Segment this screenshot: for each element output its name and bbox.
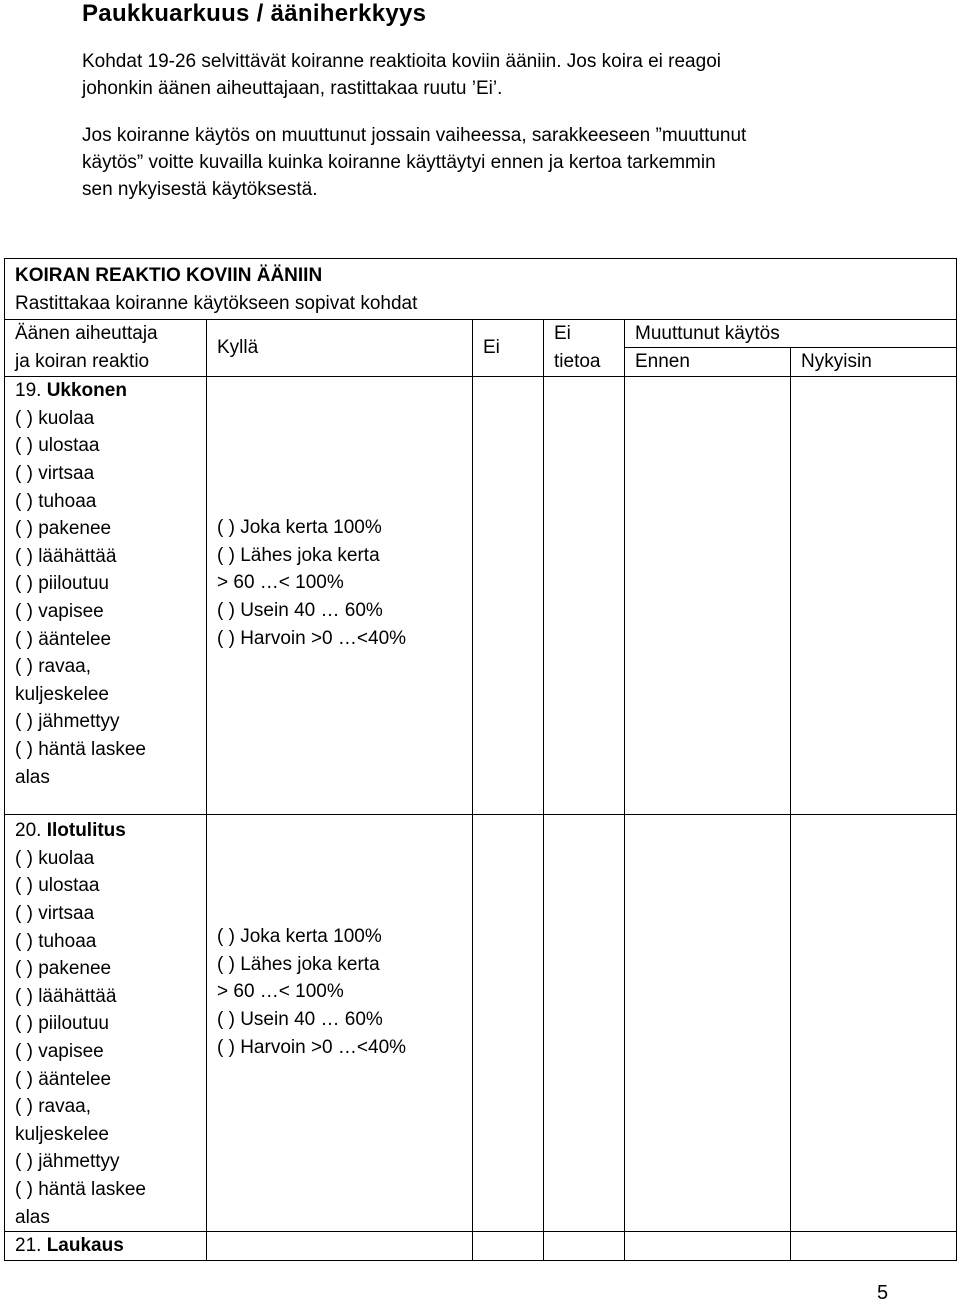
reaction-table	[4, 258, 957, 1261]
reaction-option[interactable]: ( ) ääntelee	[15, 1068, 112, 1090]
frequency-option[interactable]: ( ) Harvoin >0 …<40%	[217, 627, 407, 649]
header-cause	[5, 320, 207, 377]
frequency-option[interactable]: ( ) Joka kerta 100%	[217, 517, 382, 539]
item-name: Ukkonen	[46, 380, 127, 402]
section-title: KOIRAN REAKTIO KOVIIN ÄÄNIIN	[15, 265, 323, 286]
reaction-option[interactable]: ( ) läähättää	[15, 545, 117, 567]
item-21-before[interactable]	[625, 1232, 791, 1261]
reaction-option[interactable]: ( ) läähättää	[15, 985, 117, 1007]
item-21-no[interactable]	[473, 1232, 544, 1261]
item-21-yes[interactable]	[207, 1232, 473, 1261]
intro-paragraph-2	[82, 122, 942, 203]
item-number: 21.	[15, 1235, 42, 1257]
item-21-now[interactable]	[791, 1232, 957, 1261]
reaction-option[interactable]: ( ) vapisee	[15, 1040, 104, 1062]
item-name: Laukaus	[46, 1235, 124, 1257]
reaction-option[interactable]: kuljeskelee	[15, 1123, 109, 1145]
header-now: Nykyisin	[790, 348, 956, 376]
reaction-option[interactable]: ( ) piiloutuu	[15, 1013, 109, 1035]
intro-line: johonkin äänen aiheuttajaan, rastittakaa ruutu ’Ei’.	[82, 78, 503, 99]
header-cause-line2: ja koiran reaktio	[15, 350, 150, 372]
reaction-option[interactable]: ( ) jähmettyy	[15, 711, 120, 733]
reaction-option[interactable]: ( ) kuolaa	[15, 847, 95, 869]
reaction-option[interactable]: ( ) häntä laskee	[15, 1178, 146, 1200]
header-before: Ennen	[635, 351, 690, 373]
item-number: 20.	[15, 820, 42, 842]
intro-line: Jos koiranne käytös on muuttunut jossain vaiheessa, sarakkeeseen ”muuttunut	[82, 125, 747, 146]
reaction-option[interactable]: ( ) pakenee	[15, 518, 112, 540]
reaction-option[interactable]: ( ) tuhoaa	[15, 490, 97, 512]
item-19-yes[interactable]	[207, 377, 473, 815]
item-20-cause	[5, 815, 207, 1232]
item-number: 19.	[15, 380, 42, 402]
reaction-option[interactable]: kuljeskelee	[15, 683, 109, 705]
item-20-yes[interactable]	[207, 815, 473, 1232]
item-20-before[interactable]	[625, 815, 791, 1232]
item-19-now[interactable]	[791, 377, 957, 815]
page-number: 5	[877, 1282, 889, 1304]
reaction-option[interactable]: ( ) pakenee	[15, 958, 112, 980]
frequency-option[interactable]: ( ) Harvoin >0 …<40%	[217, 1036, 407, 1058]
frequency-option[interactable]: ( ) Usein 40 … 60%	[217, 1008, 383, 1030]
reaction-option[interactable]: alas	[15, 1206, 50, 1228]
header-no-label: Ei	[483, 336, 500, 358]
page-title: Paukkuarkuus / ääniherkkyys	[82, 0, 427, 27]
frequency-option: > 60 …< 100%	[217, 981, 344, 1003]
reaction-option[interactable]: ( ) ravaa,	[15, 656, 92, 678]
reaction-option[interactable]: ( ) piiloutuu	[15, 573, 109, 595]
reaction-option[interactable]: ( ) vapisee	[15, 600, 104, 622]
section-header	[5, 259, 957, 320]
frequency-option[interactable]: ( ) Lähes joka kerta	[217, 953, 380, 975]
intro-line: Kohdat 19-26 selvittävät koiranne reaktioita koviin ääniin. Jos koira ei reagoi	[82, 51, 721, 72]
item-21-title	[15, 1232, 206, 1260]
intro-line: käytös” voitte kuvailla kuinka koiranne käyttäytyi ennen ja kertoa tarkemmin	[82, 152, 716, 173]
reaction-option[interactable]: ( ) virtsaa	[15, 462, 95, 484]
reaction-option[interactable]: ( ) häntä laskee	[15, 738, 146, 760]
item-20-now[interactable]	[791, 815, 957, 1232]
intro-line: sen nykyisestä käytöksestä.	[82, 179, 318, 200]
item-21-unknown[interactable]	[544, 1232, 625, 1261]
item-20-no[interactable]	[473, 815, 544, 1232]
header-no	[473, 320, 544, 377]
item-name: Ilotulitus	[46, 820, 126, 842]
item-19-cause	[5, 377, 207, 815]
reaction-option[interactable]: ( ) ulostaa	[15, 435, 100, 457]
item-19-title	[15, 377, 206, 405]
reaction-option[interactable]: ( ) virtsaa	[15, 902, 95, 924]
header-yes	[207, 320, 473, 377]
item-21-cause	[5, 1232, 207, 1261]
item-20-unknown[interactable]	[544, 815, 625, 1232]
frequency-option[interactable]: ( ) Lähes joka kerta	[217, 544, 380, 566]
frequency-option: > 60 …< 100%	[217, 572, 344, 594]
item-20-title	[15, 817, 206, 845]
reaction-option[interactable]: ( ) ravaa,	[15, 1096, 92, 1118]
item-19-before[interactable]	[625, 377, 791, 815]
frequency-option[interactable]: ( ) Joka kerta 100%	[217, 926, 382, 948]
header-unknown-line1: Ei	[554, 323, 571, 345]
reaction-option[interactable]: alas	[15, 766, 50, 788]
reaction-option[interactable]: ( ) ääntelee	[15, 628, 112, 650]
header-yes-label: Kyllä	[217, 336, 259, 358]
intro-paragraph-1	[82, 48, 942, 102]
reaction-option[interactable]: ( ) tuhoaa	[15, 930, 97, 952]
reaction-option[interactable]: ( ) jähmettyy	[15, 1151, 120, 1173]
header-changed	[625, 320, 957, 377]
frequency-option[interactable]: ( ) Usein 40 … 60%	[217, 599, 383, 621]
header-changed-label: Muuttunut käytös	[625, 320, 956, 348]
reaction-option[interactable]: ( ) ulostaa	[15, 875, 100, 897]
header-cause-line1: Äänen aiheuttaja	[15, 323, 158, 345]
reaction-option[interactable]: ( ) kuolaa	[15, 407, 95, 429]
section-subtitle: Rastittakaa koiranne käytökseen sopivat kohdat	[15, 292, 418, 314]
item-19-unknown[interactable]	[544, 377, 625, 815]
header-unknown	[544, 320, 625, 377]
header-unknown-line2: tietoa	[554, 350, 601, 372]
item-19-no[interactable]	[473, 377, 544, 815]
